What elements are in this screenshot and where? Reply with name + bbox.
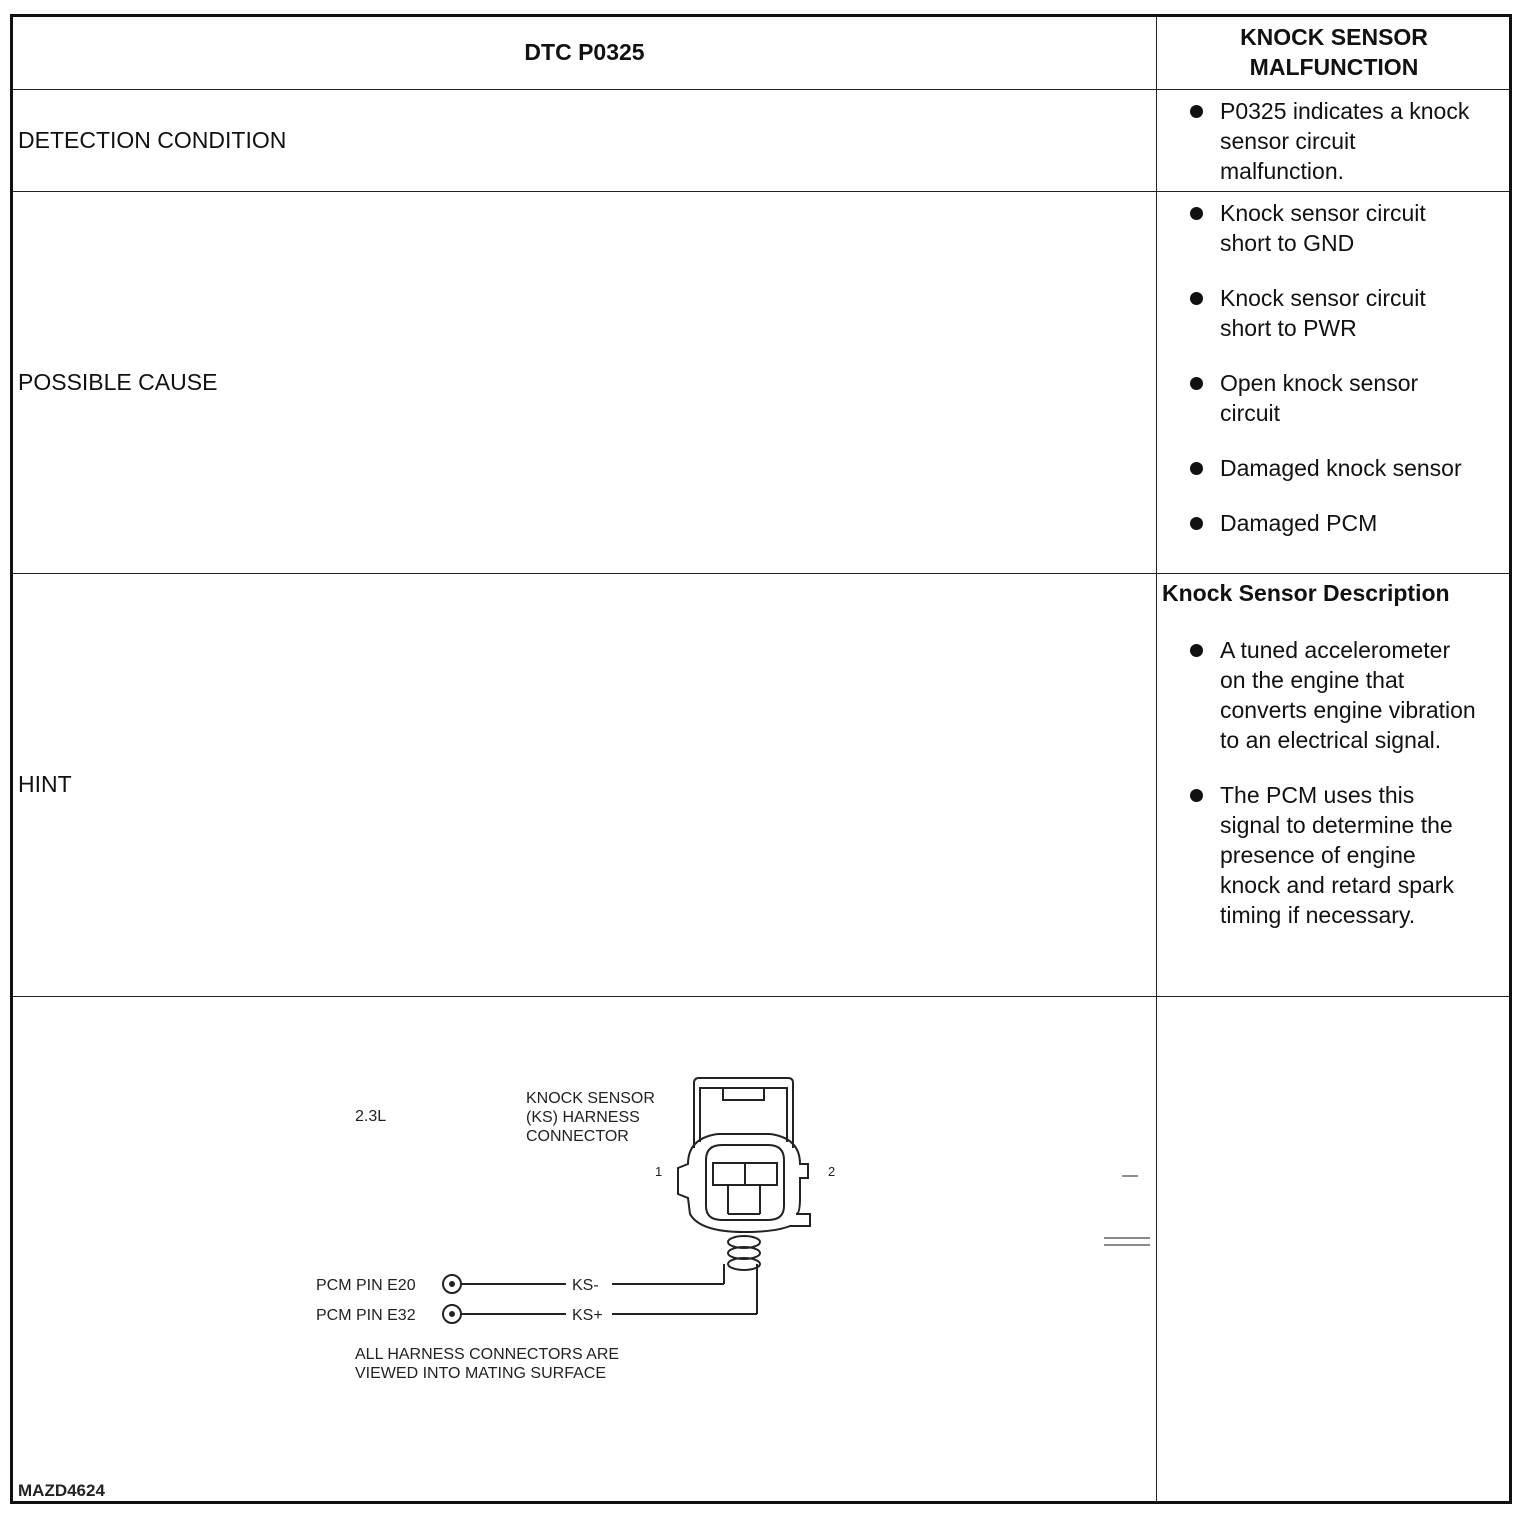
list-item: Knock sensor circuit short to PWR — [1190, 283, 1480, 343]
list-item: P0325 indicates a knock sensor circuit malfunction. — [1190, 96, 1480, 186]
connector-label-line-1: KNOCK SENSOR — [526, 1090, 655, 1107]
harness-connector-icon — [678, 1078, 810, 1270]
list-item: Damaged PCM — [1190, 508, 1480, 538]
pcm-pin-e32-label: PCM PIN E32 — [316, 1307, 416, 1324]
engine-label: 2.3L — [355, 1108, 387, 1125]
detection-label: DETECTION CONDITION — [18, 127, 287, 153]
header-line-1: KNOCK SENSOR — [1240, 24, 1428, 50]
connector-label-line-2: (KS) HARNESS — [526, 1109, 640, 1126]
list-item: Knock sensor circuit short to GND — [1190, 198, 1480, 258]
harness-note-line-2: VIEWED INTO MATING SURFACE — [355, 1365, 606, 1382]
figure-id: MAZD4624 — [18, 1481, 105, 1500]
header-line-2: MALFUNCTION — [1249, 54, 1419, 80]
list-item: A tuned accelerometer on the engine that converts engine vibration to an electrical signal. — [1190, 635, 1480, 755]
pcm-pin-e20-label: PCM PIN E20 — [316, 1277, 416, 1294]
description-title: Knock Sensor Description — [1162, 580, 1450, 606]
connector-label-line-3: CONNECTOR — [526, 1128, 629, 1145]
possible-cause-label: POSSIBLE CAUSE — [18, 369, 218, 395]
pin-2-label: 2 — [828, 1164, 836, 1179]
ks-minus-label: KS- — [572, 1277, 599, 1294]
list-item: The PCM uses this signal to determine the presence of engine knock and retard spark timing if necessary. — [1190, 780, 1480, 930]
list-item: Damaged knock sensor — [1190, 453, 1480, 483]
pin-1-label: 1 — [655, 1164, 663, 1179]
list-item: Open knock sensor circuit — [1190, 368, 1480, 428]
dtc-code-header: DTC P0325 — [524, 39, 645, 65]
scan-artifact — [1104, 1176, 1150, 1245]
hint-label: HINT — [18, 771, 72, 797]
ks-plus-label: KS+ — [572, 1307, 603, 1324]
harness-note-line-1: ALL HARNESS CONNECTORS ARE — [355, 1346, 620, 1363]
